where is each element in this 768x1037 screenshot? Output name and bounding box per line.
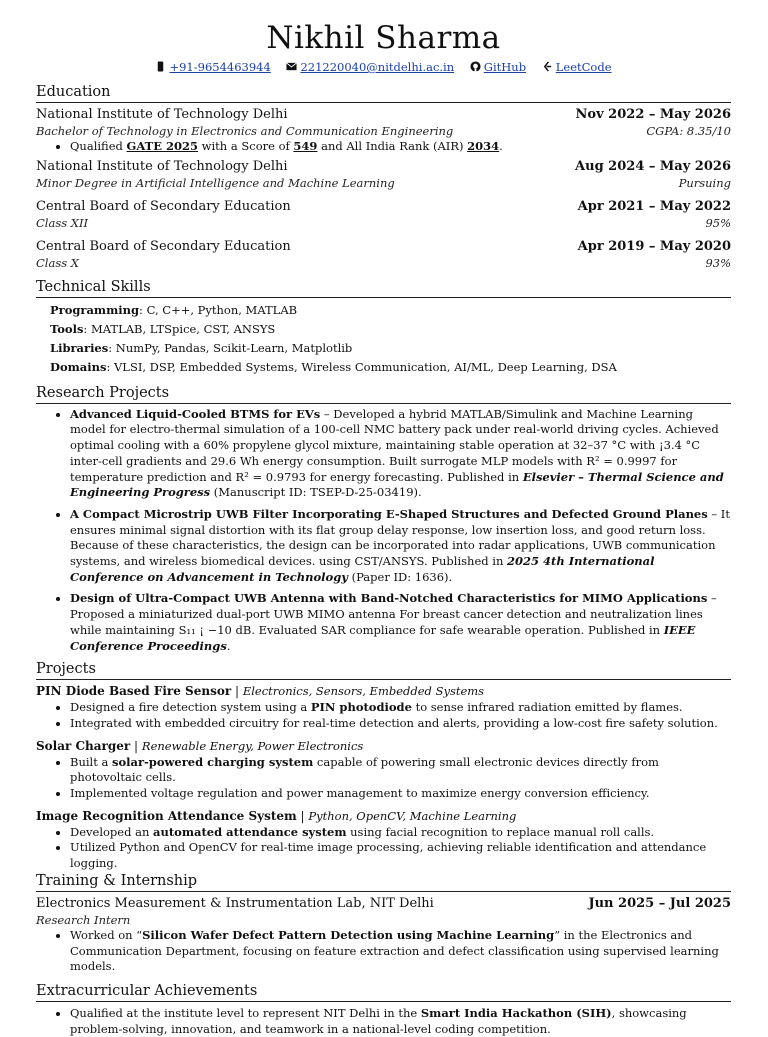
project-tags: Python, OpenCV, Machine Learning bbox=[308, 808, 517, 823]
resume-page bbox=[36, 18, 731, 1037]
candidate-name: Nikhil Sharma bbox=[266, 20, 501, 56]
training-org: Electronics Measurement & Instrumentation Lab, NIT Delhi bbox=[36, 895, 434, 911]
section-title-projects: Projects bbox=[36, 660, 731, 680]
github-link[interactable]: GitHub bbox=[483, 60, 527, 74]
phone-link[interactable]: +91-9654463944 bbox=[169, 60, 271, 74]
entry-dates: Apr 2021 – May 2022 bbox=[577, 198, 731, 214]
training-bullet: • Worked on “Silicon Wafer Defect Pattern Detection using Machine Learning” in the Electronics and Communication Department, focusing on feature extraction and defect classification using supervised learning models. bbox=[70, 928, 731, 975]
section-title-research: Research Projects bbox=[36, 384, 731, 404]
leetcode-link[interactable]: LeetCode bbox=[555, 60, 612, 74]
github-icon bbox=[470, 61, 481, 72]
degree: Class X bbox=[36, 255, 79, 270]
training-entry bbox=[36, 895, 731, 975]
skill-row: Programming: C, C++, Python, MATLAB bbox=[50, 302, 298, 317]
project-tags: Renewable Energy, Power Electronics bbox=[141, 738, 364, 753]
email-icon bbox=[286, 61, 297, 72]
research-item: • Design of Ultra-Compact UWB Antenna with Band-Notched Characteristics for MIMO Applications – Proposed a miniaturized dual-port UWB MIMO antenna For breast cancer detection and neutralization lines while maintaining S₁₁ ¡ −10 dB. Evaluated SAR compliance for safe wearable operation. Published in IEEE Conference Proceedings. bbox=[70, 591, 731, 654]
project-bullet: • Built a solar-powered charging system capable of powering small electronic devices directly from photovoltaic cells. bbox=[70, 755, 731, 786]
project-name: PIN Diode Based Fire Sensor bbox=[36, 684, 232, 699]
phone-icon bbox=[155, 61, 166, 72]
grade: 93% bbox=[705, 255, 731, 270]
email-link[interactable]: 221220040@nitdelhi.ac.in bbox=[300, 60, 455, 74]
gate-achievement: • Qualified GATE 2025 with a Score of 549 and All India Rank (AIR) 2034. bbox=[70, 139, 731, 155]
skill-row: Tools: MATLAB, LTSpice, CST, ANSYS bbox=[50, 321, 276, 336]
entry-dates: Nov 2022 – May 2026 bbox=[575, 107, 731, 122]
entry-dates: Apr 2019 – May 2020 bbox=[577, 238, 731, 254]
skill-row: Libraries: NumPy, Pandas, Scikit-Learn, Matplotlib bbox=[50, 340, 353, 355]
education-entry bbox=[36, 106, 731, 155]
project-tags: Electronics, Sensors, Embedded Systems bbox=[242, 684, 485, 699]
degree: Class XII bbox=[36, 215, 89, 230]
degree: Minor Degree in Artificial Intelligence and Machine Learning bbox=[36, 175, 395, 190]
school-name: National Institute of Technology Delhi bbox=[36, 107, 288, 122]
research-item: • Advanced Liquid-Cooled BTMS for EVs – Developed a hybrid MATLAB/Simulink and Machine Learning model for electro-thermal simulation of a 100-cell NMC battery pack under real-world driving cycles. Achieved optimal cooling with a 60% propylene glycol mixture, maintaining stable operation at 32–37 °C with ¡3.4 °C inter-cell gradients and 29.6 Wh energy consumption. Built surrogate MLP models with R² = 0.9997 for temperature prediction and R² = 0.9793 for energy forecasting. Published in Elsevier – Thermal Science and Engineering Progress (Manuscript ID: TSEP-D-25-03419). bbox=[70, 407, 731, 501]
grade: Pursuing bbox=[678, 175, 731, 190]
project-entry: Solar Charger | Renewable Energy, Power Electronics • Built a solar-powered charging system capable of powering small electronic devices directly from photovoltaic cells. • Implemented voltage regulation and power management to maximize energy conversion efficiency. bbox=[36, 738, 731, 802]
entry-dates: Jun 2025 – Jul 2025 bbox=[588, 895, 731, 911]
grade: CGPA: 8.35/10 bbox=[646, 124, 731, 138]
leetcode-icon bbox=[542, 61, 553, 72]
project-bullet: • Implemented voltage regulation and power management to maximize energy conversion efficiency. bbox=[70, 786, 731, 802]
project-bullet: • Integrated with embedded circuitry for real-time detection and alerts, providing a low-cost fire safety solution. bbox=[70, 716, 731, 732]
entry-dates: Aug 2024 – May 2026 bbox=[575, 158, 731, 174]
extracurricular-bullet: • Qualified at the institute level to represent NIT Delhi in the Smart India Hackathon (SIH), showcasing problem-solving, innovation, and teamwork in a national-level coding competition. bbox=[70, 1006, 731, 1037]
degree: Bachelor of Technology in Electronics and Communication Engineering bbox=[36, 124, 454, 138]
project-bullet: • Developed an automated attendance system using facial recognition to replace manual roll calls. bbox=[70, 825, 731, 841]
education-entry bbox=[36, 158, 731, 191]
education-entry bbox=[36, 198, 731, 231]
skills-list bbox=[36, 301, 731, 377]
education-entry bbox=[36, 238, 731, 271]
section-title-education: Education bbox=[36, 83, 731, 103]
project-entry: PIN Diode Based Fire Sensor | Electronics, Sensors, Embedded Systems • Designed a fire detection system using a PIN photodiode to sense infrared radiation emitted by flames. • Integrated with embedded circuitry for real-time detection and alerts, providing a low-cost fire safety solution. bbox=[36, 683, 731, 731]
training-role: Research Intern bbox=[36, 912, 131, 927]
contact-bar bbox=[36, 58, 731, 76]
project-name: Image Recognition Attendance System bbox=[36, 808, 297, 823]
project-name: Solar Charger bbox=[36, 738, 131, 753]
skill-row: Domains: VLSI, DSP, Embedded Systems, Wireless Communication, AI/ML, Deep Learning, DSA bbox=[50, 359, 617, 374]
section-title-training: Training & Internship bbox=[36, 872, 731, 892]
grade: 95% bbox=[705, 215, 731, 230]
section-title-skills: Technical Skills bbox=[36, 278, 731, 298]
project-bullet: • Designed a fire detection system using a PIN photodiode to sense infrared radiation emitted by flames. bbox=[70, 700, 731, 716]
school-name: National Institute of Technology Delhi bbox=[36, 158, 288, 174]
research-item: • A Compact Microstrip UWB Filter Incorporating E-Shaped Structures and Defected Ground Planes – It ensures minimal signal distortion with its flat group delay response, low insertion loss, and good return loss. Because of these characteristics, the design can be incorporated into radar applications, UWB communication systems, and wireless biomedical devices. using CST/ANSYS. Published in 2025 4th International Conference on Advancement in Technology (Paper ID: 1636). bbox=[70, 507, 731, 586]
research-list bbox=[36, 407, 731, 655]
project-bullet: • Utilized Python and OpenCV for real-time image processing, achieving reliable identification and attendance logging. bbox=[70, 840, 731, 871]
section-title-extracurricular: Extracurricular Achievements bbox=[36, 982, 731, 1002]
school-name: Central Board of Secondary Education bbox=[36, 238, 291, 254]
project-entry: Image Recognition Attendance System | Python, OpenCV, Machine Learning • Developed an automated attendance system using facial recognition to replace manual roll calls. • Utilized Python and OpenCV for real-time image processing, achieving reliable identification and attendance logging. bbox=[36, 808, 731, 872]
school-name: Central Board of Secondary Education bbox=[36, 198, 291, 214]
